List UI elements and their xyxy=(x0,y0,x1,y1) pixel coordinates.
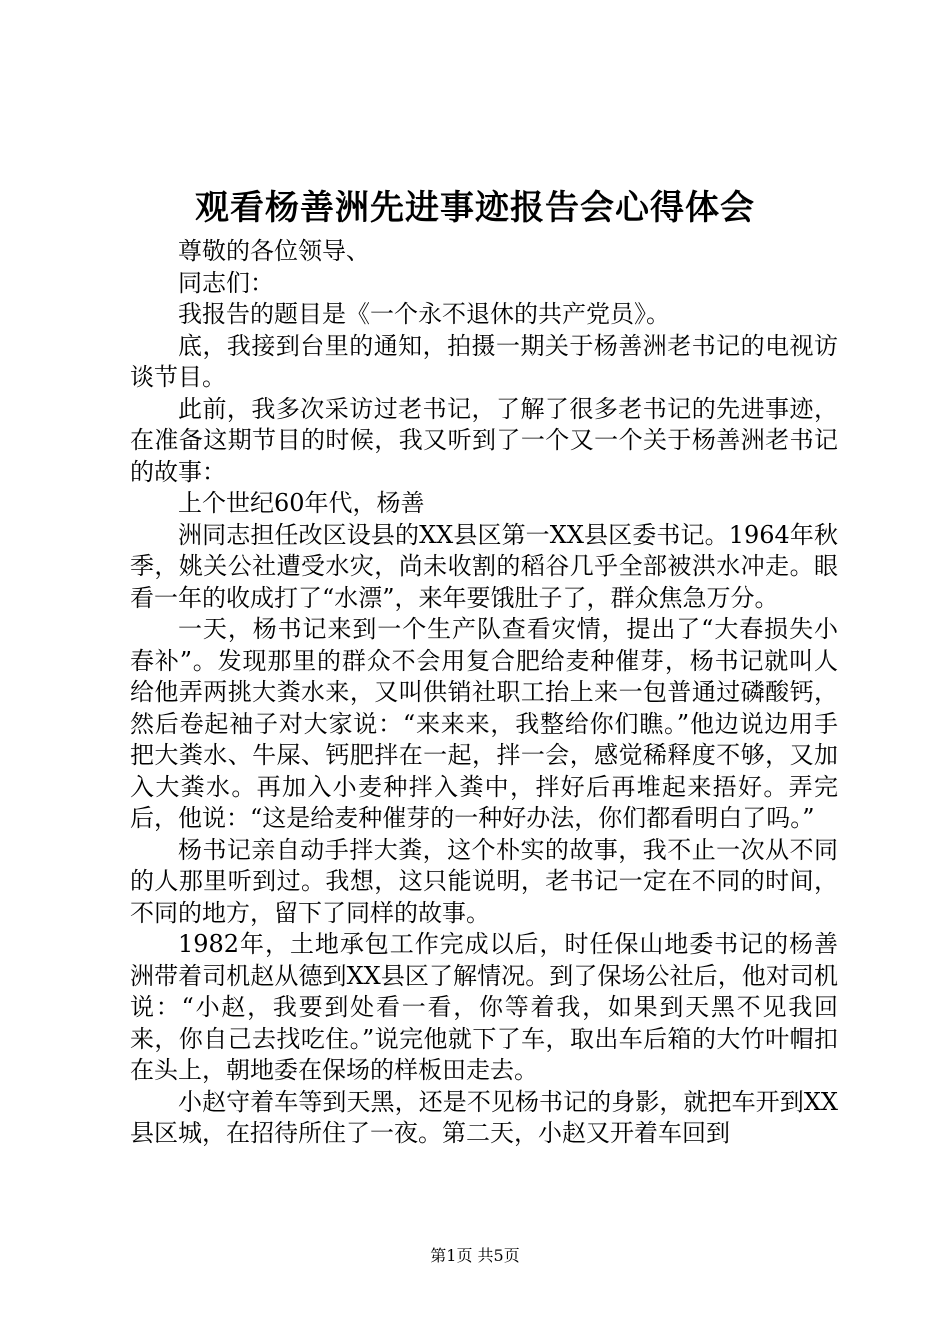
paragraph-salutation-1: 尊敬的各位领导、 xyxy=(178,237,370,265)
page-footer: 第1页 共5页 xyxy=(430,1246,520,1265)
paragraph: 底，我接到台里的通知，拍摄一期关于杨善洲老书记的电视访谈节目。 xyxy=(130,331,838,391)
paragraph: 杨书记亲自动手拌大粪，这个朴实的故事，我不止一次从不同的人那里听到过。我想，这只能说明，老书记一定在不同的时间，不同的地方，留下了同样的故事。 xyxy=(130,835,838,927)
paragraph: 此前，我多次采访过老书记，了解了很多老书记的先进事迹，在准备这期节目的时候，我又听到了一个又一个关于杨善洲老书记的故事： xyxy=(130,394,838,486)
document-title: 观看杨善洲先进事迹报告会心得体会 xyxy=(195,188,755,228)
paragraph: 一天，杨书记来到一个生产队查看灾情，提出了“大春损失小春补”。发现那里的群众不会用复合肥给麦种催芽，杨书记就叫人给他弄两挑大粪水来，又叫供销社职工抬上来一包普通过磷酸钙，然后卷起袖子对大家说：“来来来，我整给你们瞧。”他边说边用手把大粪水、牛屎、钙肥拌在一起，拌一会，感觉稀释度不够，又加入大粪水。再加入小麦种拌入粪中，拌好后再堆起来捂好。弄完后，他说：“这是给麦种催芽的一种好办法，你们都看明白了吗。” xyxy=(130,615,838,832)
paragraph-salutation-2: 同志们： xyxy=(178,268,274,297)
paragraph: 我报告的题目是《一个永不退休的共产党员》。 xyxy=(178,300,670,328)
paragraph: 上个世纪60年代，杨善 xyxy=(178,489,425,517)
paragraph: 小赵守着车等到天黑，还是不见杨书记的身影，就把车开到XX县区城，在招待所住了一夜。第二天，小赵又开着车回到 xyxy=(130,1087,838,1147)
document-body xyxy=(130,236,838,1150)
paragraph: 洲同志担任改区设县的XX县区第一XX县区委书记。1964年秋季，姚关公社遭受水灾，尚未收割的稻谷几乎全部被洪水冲走。眼看一年的收成打了“水漂”，来年要饿肚子了，群众焦急万分。 xyxy=(130,520,838,612)
paragraph: 1982年，土地承包工作完成以后，时任保山地委书记的杨善洲带着司机赵从德到XX县区了解情况。到了保场公社后，他对司机说：“小赵，我要到处看一看，你等着我，如果到天黑不见我回来，你自己去找吃住。”说完他就下了车，取出车后箱的大竹叶帽扣在头上，朝地委在保场的样板田走去。 xyxy=(130,930,838,1084)
